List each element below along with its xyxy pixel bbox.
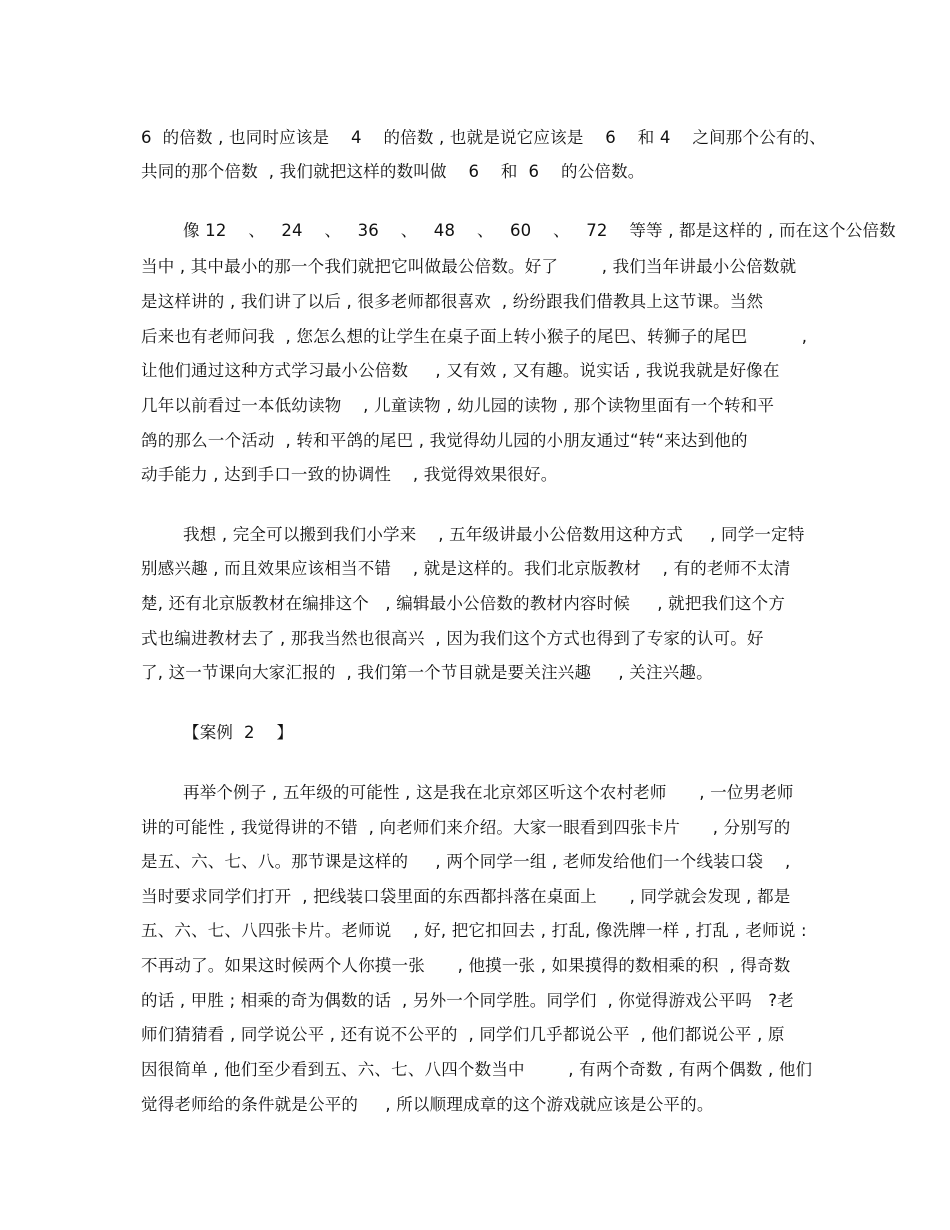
- text-line: 6 的倍数 , 也同时应该是 4 的倍数 , 也就是说它应该是 6 和 4 之间那个公有的、: [141, 128, 826, 147]
- text-line: 是五、六、七、八。那节课是这样的 , 两个同学一组 , 老师发给他们一个线装口袋 ,: [141, 852, 791, 871]
- text-line: 当时要求同学们打开 , 把线装口袋里面的东西都抖落在桌面上 , 同学就会发现 , 都是: [141, 887, 791, 906]
- text-line: 五、六、七、八四张卡片。老师说 , 好, 把它扣回去 , 打乱, 像洗牌一样 , 打乱 , 老师说 :: [141, 921, 807, 940]
- text-line: 几年以前看过一本低幼读物 , 儿童读物 , 幼儿园的读物 , 那个读物里面有一个转和平: [141, 396, 775, 415]
- text-line: 让他们通过这种方式学习最小公倍数 , 又有效 , 又有趣。说实话 , 我说我就是好像在: [141, 361, 780, 380]
- text-line: 像 12 、 24 、 36 、 48 、 60 、 72 等等 , 都是这样的 , 而在这个公倍数: [183, 221, 896, 240]
- text-line: 讲的可能性 , 我觉得讲的不错 , 向老师们来介绍。大家一眼看到四张卡片 , 分别写的: [141, 818, 791, 837]
- text-line: 我想 , 完全可以搬到我们小学来 , 五年级讲最小公倍数用这种方式 , 同学一定特: [183, 525, 805, 544]
- text-line: 共同的那个倍数 , 我们就把这样的数叫做 6 和 6 的公倍数。: [141, 162, 645, 181]
- text-line: 动手能力 , 达到手口一致的协调性 , 我觉得效果很好。: [141, 465, 558, 484]
- text-line: 师们猜猜看 , 同学说公平 , 还有说不公平的 , 同学们几乎都说公平 , 他们都说公平 , 原: [141, 1025, 785, 1044]
- text-line: 别感兴趣 , 而且效果应该相当不错 , 就是这样的。我们北京版教材 , 有的老师不太清: [141, 559, 791, 578]
- text-line: 不再动了。如果这时候两个人你摸一张 , 他摸一张 , 如果摸得的数相乘的积 , 得奇数: [141, 956, 791, 975]
- text-line: 因很简单 , 他们至少看到五、六、七、八四个数当中 , 有两个奇数 , 有两个偶数 , 他们: [141, 1060, 813, 1079]
- case-heading: 【案例 2 】: [183, 723, 294, 742]
- text-line: 鸽的那么一个活动 , 转和平鸽的尾巴 , 我觉得幼儿园的小朋友通过“转“来达到他的: [141, 431, 748, 450]
- text-line: 楚, 还有北京版教材在编排这个 , 编辑最小公倍数的教材内容时候 , 就把我们这个方: [141, 594, 786, 613]
- text-line: 后来也有老师问我 , 您怎么想的让学生在桌子面上转小猴子的尾巴、转狮子的尾巴 ,: [141, 327, 808, 346]
- text-line: 觉得老师给的条件就是公平的 , 所以顺理成章的这个游戏就应该是公平的。: [141, 1095, 714, 1114]
- text-line: 的话 , 甲胜 ; 相乘的奇为偶数的话 , 另外一个同学胜。同学们 , 你觉得游戏公平吗 ?老: [141, 991, 794, 1010]
- text-line: 式也编进教材去了 , 那我当然也很高兴 , 因为我们这个方式也得到了专家的认可。好: [141, 629, 764, 648]
- text-line: 再举个例子 , 五年级的可能性 , 这是我在北京郊区听这个农村老师 , 一位男老师: [183, 783, 794, 802]
- text-line: 当中 , 其中最小的那一个我们就把它叫做最公倍数。好了 , 我们当年讲最小公倍数就: [141, 257, 797, 276]
- text-line: 了, 这一节课向大家汇报的 , 我们第一个节目就是要关注兴趣 , 关注兴趣。: [141, 663, 713, 682]
- text-line: 是这样讲的 , 我们讲了以后 , 很多老师都很喜欢 , 纷纷跟我们借教具上这节课。当然: [141, 292, 764, 311]
